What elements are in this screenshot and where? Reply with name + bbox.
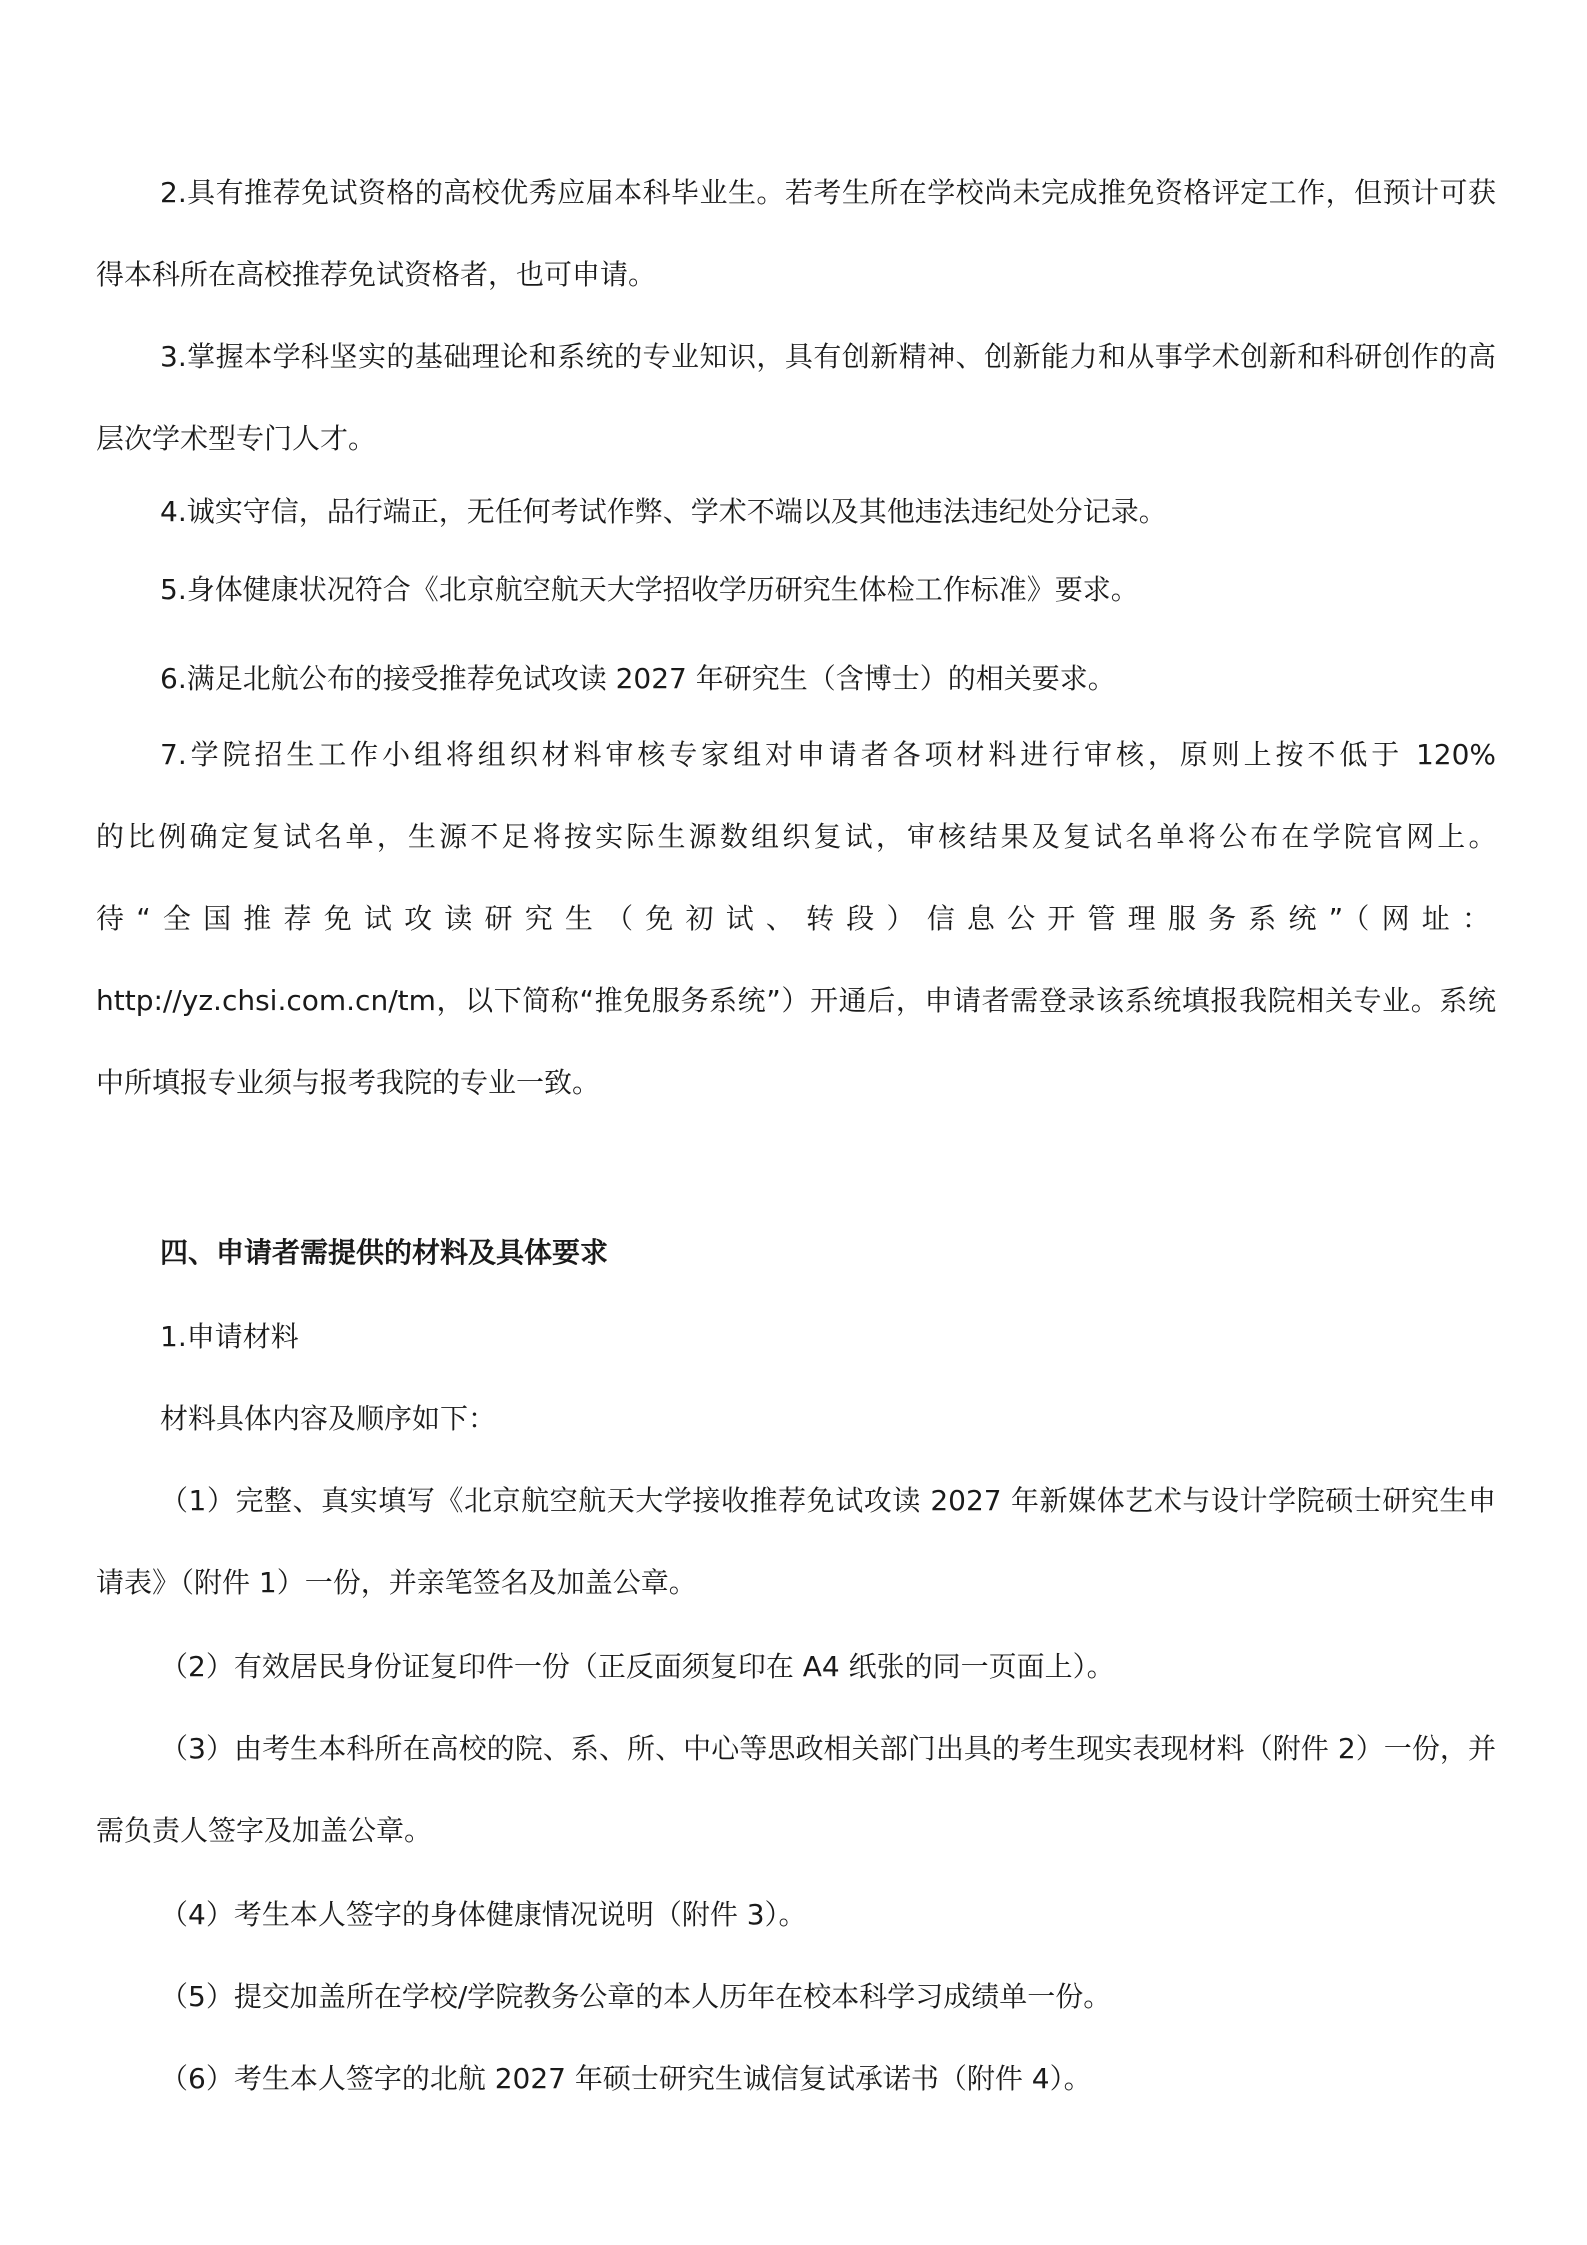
paragraph-7-line-4: http://yz.chsi.com.cn/tm，以下简称“推免服务系统”）开通后，申请者需登录该系统填报我院相关专业。系统中所填报专业须与报考我院的专业一致。 bbox=[96, 984, 1496, 1099]
list-item: （6）考生本人签字的北航 2027 年硕士研究生诚信复试承诺书（附件 4）。 bbox=[160, 2062, 1092, 2095]
paragraph-6: 6.满足北航公布的接受推荐免试攻读 2027 年研究生（含博士）的相关要求。 bbox=[160, 662, 1116, 695]
list-item: （1）完整、真实填写《北京航空航天大学接收推荐免试攻读 2027 年新媒体艺术与设计学院硕士研究生申请表》（附件 1）一份，并亲笔签名及加盖公章。 bbox=[96, 1484, 1496, 1599]
paragraph-7-line-2: 的比例确定复试名单，生源不足将按实际生源数组织复试，审核结果及复试名单将公布在学院官网上。 bbox=[96, 820, 1496, 853]
section-heading: 四、申请者需提供的材料及具体要求 bbox=[160, 1236, 609, 1269]
paragraph-7-line-1: 7.学院招生工作小组将组织材料审核专家组对申请者各项材料进行审核，原则上按不低于 120% bbox=[160, 738, 1496, 771]
paragraph-5: 5.身体健康状况符合《北京航空航天大学招收学历研究生体检工作标准》要求。 bbox=[160, 573, 1139, 606]
subsection-title: 1.申请材料 bbox=[160, 1320, 299, 1353]
list-item: （2）有效居民身份证复印件一份（正反面须复印在 A4 纸张的同一页面上）。 bbox=[160, 1650, 1115, 1683]
paragraph-4: 4.诚实守信，品行端正，无任何考试作弊、学术不端以及其他违法违纪处分记录。 bbox=[160, 495, 1167, 528]
list-item: （4）考生本人签字的身体健康情况说明（附件 3）。 bbox=[160, 1898, 807, 1931]
paragraph-7 bbox=[96, 714, 1496, 1124]
list-item: （3）由考生本科所在高校的院、系、所、中心等思政相关部门出具的考生现实表现材料（附件 2）一份，并需负责人签字及加盖公章。 bbox=[96, 1732, 1496, 1847]
paragraph-7-line-3: 待“全国推荐免试攻读研究生（免初试、转段）信息公开管理服务系统”（网址： bbox=[96, 902, 1496, 935]
list-item: （5）提交加盖所在学校/学院教务公章的本人历年在校本科学习成绩单一份。 bbox=[160, 1980, 1112, 2013]
paragraph-2: 2.具有推荐免试资格的高校优秀应届本科毕业生。若考生所在学校尚未完成推免资格评定工作，但预计可获得本科所在高校推荐免试资格者，也可申请。 bbox=[96, 176, 1496, 291]
materials-intro: 材料具体内容及顺序如下： bbox=[160, 1402, 497, 1435]
paragraph-3: 3.掌握本学科坚实的基础理论和系统的专业知识，具有创新精神、创新能力和从事学术创新和科研创作的高层次学术型专门人才。 bbox=[96, 340, 1496, 455]
